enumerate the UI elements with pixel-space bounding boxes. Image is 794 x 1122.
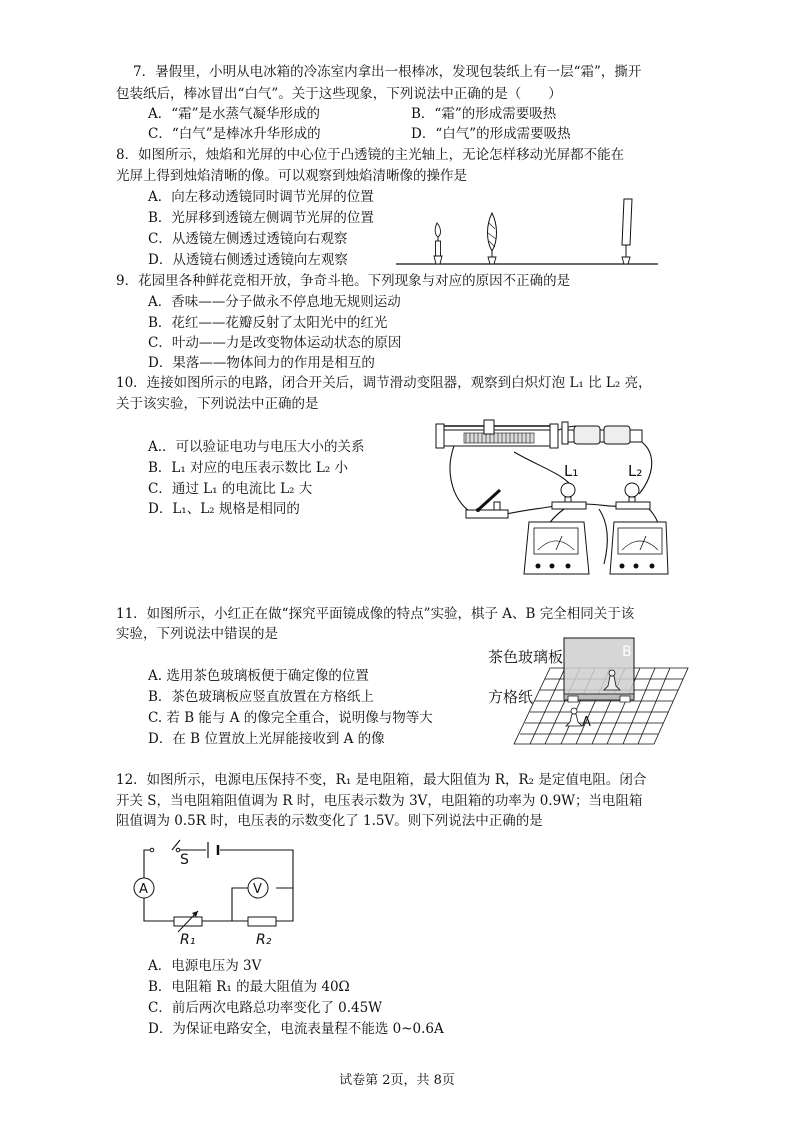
q7-stem-line1: 7．暑假里，小明从电冰箱的冷冻室内拿出一根棒冰，发现包装纸上有一层“霜”，撕开 xyxy=(133,64,642,80)
lamp-l1 xyxy=(552,483,586,509)
q12-stem-line1: 12．如图所示，电源电压保持不变，R₁ 是电阻箱，最大阻值为 R，R₂ 是定值电阻。闭合 xyxy=(116,772,647,788)
q8-option-d: D．从透镜右侧透过透镜向左观察 xyxy=(148,252,348,268)
q7-stem-line2: 包装纸后，棒冰冒出“白气”。关于这些现象，下列说法中正确的是（ ） xyxy=(116,86,562,102)
label-l1: L₁ xyxy=(564,462,579,480)
q10-stem-line2: 关于该实验，下列说法中正确的是 xyxy=(116,396,319,412)
label-r2: R₂ xyxy=(256,932,272,948)
voltmeter-1 xyxy=(524,522,589,574)
q11-mirror-figure xyxy=(484,636,690,748)
q10-option-b: B．L₁ 对应的电压表示数比 L₂ 小 xyxy=(148,460,349,476)
q11-option-c: C. 若 B 能与 A 的像完全重合，说明像与物等大 xyxy=(148,710,433,726)
q9-option-a: A．香味——分子做永不停息地无规则运动 xyxy=(148,294,401,310)
q12-stem-line3: 阻值调为 0.5R 时，电压表的示数变化了 1.5V。则下列说法中正确的是 xyxy=(116,813,543,829)
q10-circuit-figure xyxy=(434,414,670,584)
label-switch-s: S xyxy=(180,852,189,868)
label-voltmeter: V xyxy=(253,882,262,897)
q12-option-b: B．电阻箱 R₁ 的最大阻值为 40Ω xyxy=(148,979,350,995)
label-l2: L₂ xyxy=(628,462,643,480)
q9-stem: 9．花园里各种鲜花竞相开放，争奇斗艳。下列现象与对应的原因不正确的是 xyxy=(116,273,571,289)
q12-option-d: D．为保证电路安全，电流表量程不能选 0~0.6A xyxy=(148,1021,444,1037)
q7-option-c: C．“白气”是棒冰升华形成的 xyxy=(148,126,321,142)
q12-circuit-figure xyxy=(128,838,300,948)
q12-option-c: C．前后两次电路总功率变化了 0.45W xyxy=(148,1000,383,1016)
light-screen xyxy=(622,199,632,264)
q8-option-b: B．光屏移到透镜左侧调节光屏的位置 xyxy=(148,210,374,226)
q10-option-c: C．通过 L₁ 的电流比 L₂ 大 xyxy=(148,481,313,497)
q11-option-b: B．茶色玻璃板应竖直放置在方格纸上 xyxy=(148,689,374,705)
label-ammeter: A xyxy=(139,882,148,897)
q12-option-a: A．电源电压为 3V xyxy=(148,958,262,974)
q9-option-d: D．果落——物体间力的作用是相互的 xyxy=(148,355,375,371)
q11-stem-line2: 实验，下列说法中错误的是 xyxy=(116,626,278,642)
q7-option-a: A．“霜”是水蒸气凝华形成的 xyxy=(148,106,321,122)
q8-option-a: A．向左移动透镜同时调节光屏的位置 xyxy=(148,189,374,205)
convex-lens xyxy=(488,213,497,264)
q10-option-a: A.．可以验证电功与电压大小的关系 xyxy=(148,439,365,455)
q11-option-a: A. 选用茶色玻璃板便于确定像的位置 xyxy=(148,668,369,684)
q8-lens-figure xyxy=(396,195,658,267)
label-a: A xyxy=(582,715,591,730)
candle xyxy=(434,223,442,264)
battery-holder xyxy=(562,422,642,444)
q8-option-c: C．从透镜左侧透过透镜向右观察 xyxy=(148,231,348,247)
q11-stem-line1: 11．如图所示，小红正在做“探究平面镜成像的特点”实验，棋子 A、B 完全相同关于该 xyxy=(116,606,635,622)
q12-stem-line2: 开关 S，当电阻箱阻值调为 R 时，电压表示数为 3V，电阻箱的功率为 0.9W；当电阻箱 xyxy=(116,793,643,809)
q8-stem-line2: 光屏上得到烛焰清晰的像。可以观察到烛焰清晰像的操作是 xyxy=(116,168,467,184)
label-grid-paper: 方格纸 xyxy=(488,688,534,706)
q7-option-b: B．“霜”的形成需要吸热 xyxy=(411,106,557,122)
q7-option-d: D．“白气”的形成需要吸热 xyxy=(411,126,571,142)
q10-stem-line1: 10．连接如图所示的电路，闭合开关后，调节滑动变阻器，观察到白炽灯泡 L₁ 比 L₂ 亮， xyxy=(116,375,652,391)
label-b: B xyxy=(622,644,632,660)
label-tea-glass: 茶色玻璃板 xyxy=(488,648,564,666)
q8-stem-line1: 8．如图所示，烛焰和光屏的中心位于凸透镜的主光轴上，无论怎样移动光屏都不能在 xyxy=(116,147,625,163)
resistor-r2 xyxy=(248,917,276,926)
knife-switch xyxy=(466,490,508,518)
voltmeter-2 xyxy=(610,522,668,574)
q10-option-d: D．L₁、L₂ 规格是相同的 xyxy=(148,501,300,517)
q9-option-c: C．叶动——力是改变物体运动状态的原因 xyxy=(148,335,402,351)
page-footer: 试卷第 2页，共 8页 xyxy=(339,1073,455,1088)
label-r1: R₁ xyxy=(180,932,196,948)
q9-option-b: B．花红——花瓣反射了太阳光中的红光 xyxy=(148,315,388,331)
chess-piece-a xyxy=(566,714,582,726)
sliding-rheostat xyxy=(436,420,558,448)
q11-option-d: D．在 B 位置放上光屏能接收到 A 的像 xyxy=(148,731,385,747)
